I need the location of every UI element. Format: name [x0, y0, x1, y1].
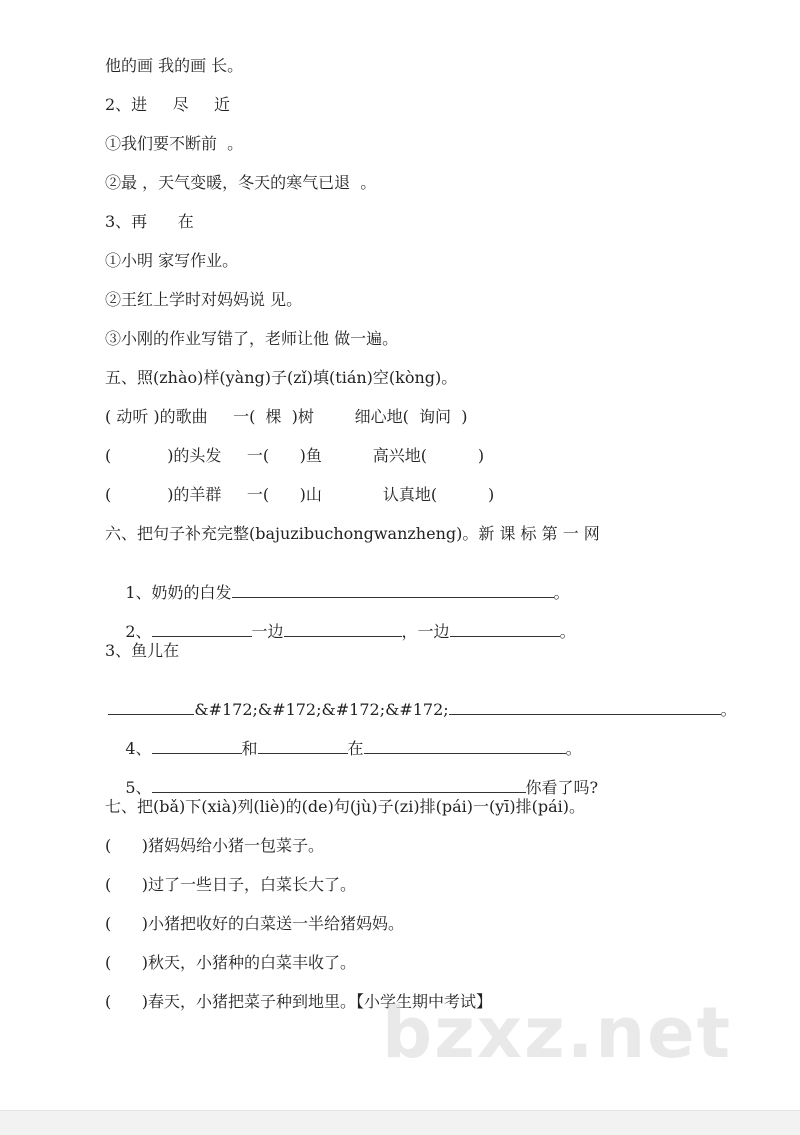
fill-row: ( )的羊群 一( )山 认真地( ) — [105, 485, 495, 504]
sentence-connector: 和 — [241, 739, 258, 758]
answer-blank[interactable] — [152, 739, 242, 754]
answer-blank[interactable] — [450, 622, 560, 637]
section-title-7: 七、把(bǎ)下(xià)列(liè)的(de)句(jù)子(zi)排(pái)一(yī)排(pái)。 — [105, 797, 586, 816]
order-item: ( )秋天，小猪种的白菜丰收了。 — [105, 953, 357, 972]
answer-blank[interactable] — [152, 778, 526, 793]
sentence-suffix: 。 — [559, 622, 576, 641]
answer-blank[interactable] — [449, 700, 721, 715]
section-title-6: 六、把句子补充完整(bajuzibuchongwanzheng)。新 课 标 第 一 网 — [105, 524, 600, 543]
order-item: ( )小猪把收好的白菜送一半给猪妈妈。 — [105, 914, 405, 933]
sentence-3: 3、鱼儿在 — [105, 641, 180, 660]
answer-blank[interactable] — [108, 700, 194, 715]
answer-blank[interactable] — [364, 739, 566, 754]
text-line: ①我们要不断前 。 — [105, 134, 244, 153]
sentence-connector: 一边 — [251, 622, 284, 641]
sentence-prefix: 4、 — [125, 739, 152, 758]
fill-row: ( )的头发 一( )鱼 高兴地( ) — [105, 446, 485, 465]
sentence-suffix: 。 — [720, 700, 737, 719]
order-item: ( )过了一些日子，白菜长大了。 — [105, 875, 357, 894]
text-line: ①小明 家写作业。 — [105, 251, 239, 270]
sentence-prefix: 1、奶奶的白发 — [125, 583, 232, 602]
sentence-suffix: 。 — [565, 739, 582, 758]
order-item: ( )春天，小猪把菜子种到地里。【小学生期中考试】 — [105, 992, 493, 1011]
answer-blank[interactable] — [284, 622, 402, 637]
sentence-connector: ，一边 — [401, 622, 450, 641]
text-line: ②最 ，天气变暖，冬天的寒气已退 。 — [105, 173, 377, 192]
fill-row: ( 动听 )的歌曲 一( 棵 )树 细心地( 询问 ) — [105, 407, 468, 426]
text-line: ③小刚的作业写错了，老师让他 做一遍。 — [105, 329, 399, 348]
watermark-text: bzxz.net — [382, 992, 733, 1074]
question-heading: 3、再 在 — [105, 212, 194, 231]
answer-blank[interactable] — [258, 739, 348, 754]
garbled-entity-text: &#172;&#172;&#172;&#172; — [194, 700, 449, 719]
text-line: ②王红上学时对妈妈说 见。 — [105, 290, 303, 309]
text-line: 他的画 我的画 长。 — [105, 56, 244, 75]
section-title-5: 五、照(zhào)样(yàng)子(zǐ)填(tián)空(kòng)。 — [105, 368, 458, 387]
sentence-prefix: 5、 — [125, 778, 152, 797]
answer-blank[interactable] — [232, 583, 554, 598]
question-heading: 2、进 尽 近 — [105, 95, 231, 114]
sentence-connector: 在 — [347, 739, 364, 758]
answer-blank[interactable] — [152, 622, 252, 637]
sentence-suffix: 你看了吗? — [525, 778, 599, 797]
page-bottom-bar — [0, 1110, 800, 1135]
sentence-prefix: 2、 — [125, 622, 152, 641]
order-item: ( )猪妈妈给小猪一包菜子。 — [105, 836, 325, 855]
sentence-suffix: 。 — [553, 583, 570, 602]
